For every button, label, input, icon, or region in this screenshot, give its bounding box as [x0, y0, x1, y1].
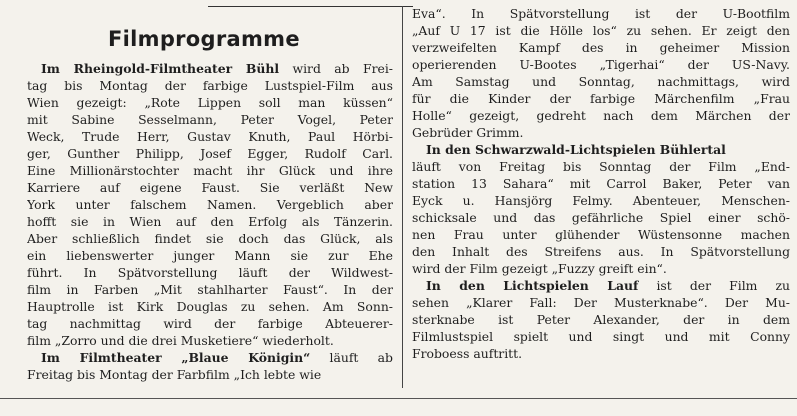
text-line [412, 328, 790, 345]
text-run: Froboess auftritt. [412, 346, 523, 361]
text-line [412, 5, 790, 22]
text-line [27, 315, 393, 332]
text-run: hofft sie in Wien auf den Erfolg als Tänzerin. [27, 214, 393, 229]
bold-lead: Im Rheingold-Filmtheater Bühl [41, 61, 280, 76]
text-line [27, 111, 393, 128]
text-run: sterknabe ist Peter Alexander, der in dem [412, 312, 790, 327]
text-line [412, 73, 790, 90]
text-run: York unter falschem Namen. Vergeblich aber [27, 197, 393, 212]
text-line [412, 294, 790, 311]
text-run: verzweifelten Kampf des in geheimer Mission [412, 40, 790, 55]
text-line [412, 56, 790, 73]
text-run: für die Kinder der farbige Märchenfilm „Frau [412, 91, 790, 106]
text-line [412, 311, 790, 328]
text-run: Am Samstag und Sonntag, nachmittags, wird [412, 74, 790, 89]
text-run: Eva“. In Spätvorstellung ist der U-Bootfilm [412, 6, 790, 21]
text-line [412, 277, 790, 294]
text-run: nen Frau unter glühender Wüstensonne machen [412, 227, 790, 242]
bold-lead: In den Lichtspielen Lauf [426, 278, 639, 293]
text-line [27, 366, 393, 383]
text-line [412, 39, 790, 56]
text-run: film „Zorro und die drei Musketiere“ wiederholt. [27, 333, 334, 348]
text-run: mit Sabine Sesselmann, Peter Vogel, Peter [27, 112, 393, 127]
text-line [27, 77, 393, 94]
text-run: läuft von Freitag bis Sonntag der Film „End- [412, 159, 790, 174]
bottom-rule [0, 398, 797, 399]
text-line [27, 298, 393, 315]
text-run: läuft ab [310, 350, 393, 365]
text-line [412, 141, 790, 158]
text-run: Holle“ gezeigt, gedreht nach dem Märchen der [412, 108, 790, 123]
text-run: operierenden U-Bootes „Tigerhai“ der US-Navy. [412, 57, 790, 72]
text-line [412, 226, 790, 243]
text-run: wird ab Frei- [279, 61, 393, 76]
text-run: Freitag bis Montag der Farbfilm „Ich lebte wie [27, 367, 322, 382]
text-line [412, 107, 790, 124]
text-run: Gebrüder Grimm. [412, 125, 524, 140]
text-line [412, 192, 790, 209]
text-run: Wien gezeigt: „Rote Lippen soll man küssen“ [27, 95, 393, 110]
text-line [27, 281, 393, 298]
text-line [27, 264, 393, 281]
text-line [27, 145, 393, 162]
text-run: „Auf U 17 ist die Hölle los“ zu sehen. Er zeigt den [412, 23, 790, 38]
text-line [412, 209, 790, 226]
text-line [412, 345, 790, 362]
text-run: ein liebenswerter junger Mann sie zur Ehe [27, 248, 393, 263]
text-line [412, 175, 790, 192]
bold-lead: In den Schwarzwald-Lichtspielen Bühlertal [426, 142, 726, 157]
text-line [27, 128, 393, 145]
text-line [27, 230, 393, 247]
text-line [412, 243, 790, 260]
text-line [27, 162, 393, 179]
text-run: wird der Film gezeigt „Fuzzy greift ein“. [412, 261, 667, 276]
text-line [412, 90, 790, 107]
text-run: schicksale und das gefährliche Spiel einer schö- [412, 210, 790, 225]
text-run: film in Farben „Mit stahlharter Faust“. In der [27, 282, 393, 297]
text-line [27, 196, 393, 213]
text-line [412, 124, 790, 141]
text-run: ger, Gunther Philipp, Josef Egger, Rudolf Carl. [27, 146, 393, 161]
text-run: station 13 Sahara“ mit Carrol Baker, Peter van [412, 176, 790, 191]
text-run: Weck, Trude Herr, Gustav Knuth, Paul Hörbi- [27, 129, 393, 144]
text-run: Eine Millionärstochter macht ihr Glück und ihre [27, 163, 393, 178]
text-run: sehen „Klarer Fall: Der Musterknabe“. Der Mu- [412, 295, 790, 310]
column-rule [402, 6, 403, 388]
text-run: Filmlustspiel spielt und singt und mit Conny [412, 329, 790, 344]
text-run: Aber schließlich findet sie doch das Glück, als [27, 231, 393, 246]
text-line [27, 213, 393, 230]
text-line [412, 158, 790, 175]
text-run: tag nachmittag wird der farbige Abteuerer- [27, 316, 393, 331]
page-title: Filmprogramme [108, 27, 300, 51]
text-line [27, 94, 393, 111]
text-line [27, 179, 393, 196]
text-line [412, 260, 790, 277]
text-run: tag bis Montag der farbige Lustspiel-Film aus [27, 78, 393, 93]
text-run: den Inhalt des Streifens aus. In Spätvorstellung [412, 244, 790, 259]
text-run: Karriere auf eigene Faust. Sie verläßt New [27, 180, 393, 195]
text-line [27, 332, 393, 349]
text-line [27, 349, 393, 366]
text-run: ist der Film zu [638, 278, 790, 293]
text-run: Eyck u. Hansjörg Felmy. Abenteuer, Menschen- [412, 193, 790, 208]
top-rule [208, 6, 413, 7]
text-run: führt. In Spätvorstellung läuft der Wildwest- [27, 265, 393, 280]
bold-lead: Im Filmtheater „Blaue Königin“ [41, 350, 311, 365]
text-line [412, 22, 790, 39]
text-run: Hauptrolle ist Kirk Douglas zu sehen. Am Sonn- [27, 299, 393, 314]
text-line [27, 247, 393, 264]
text-line [27, 60, 393, 77]
